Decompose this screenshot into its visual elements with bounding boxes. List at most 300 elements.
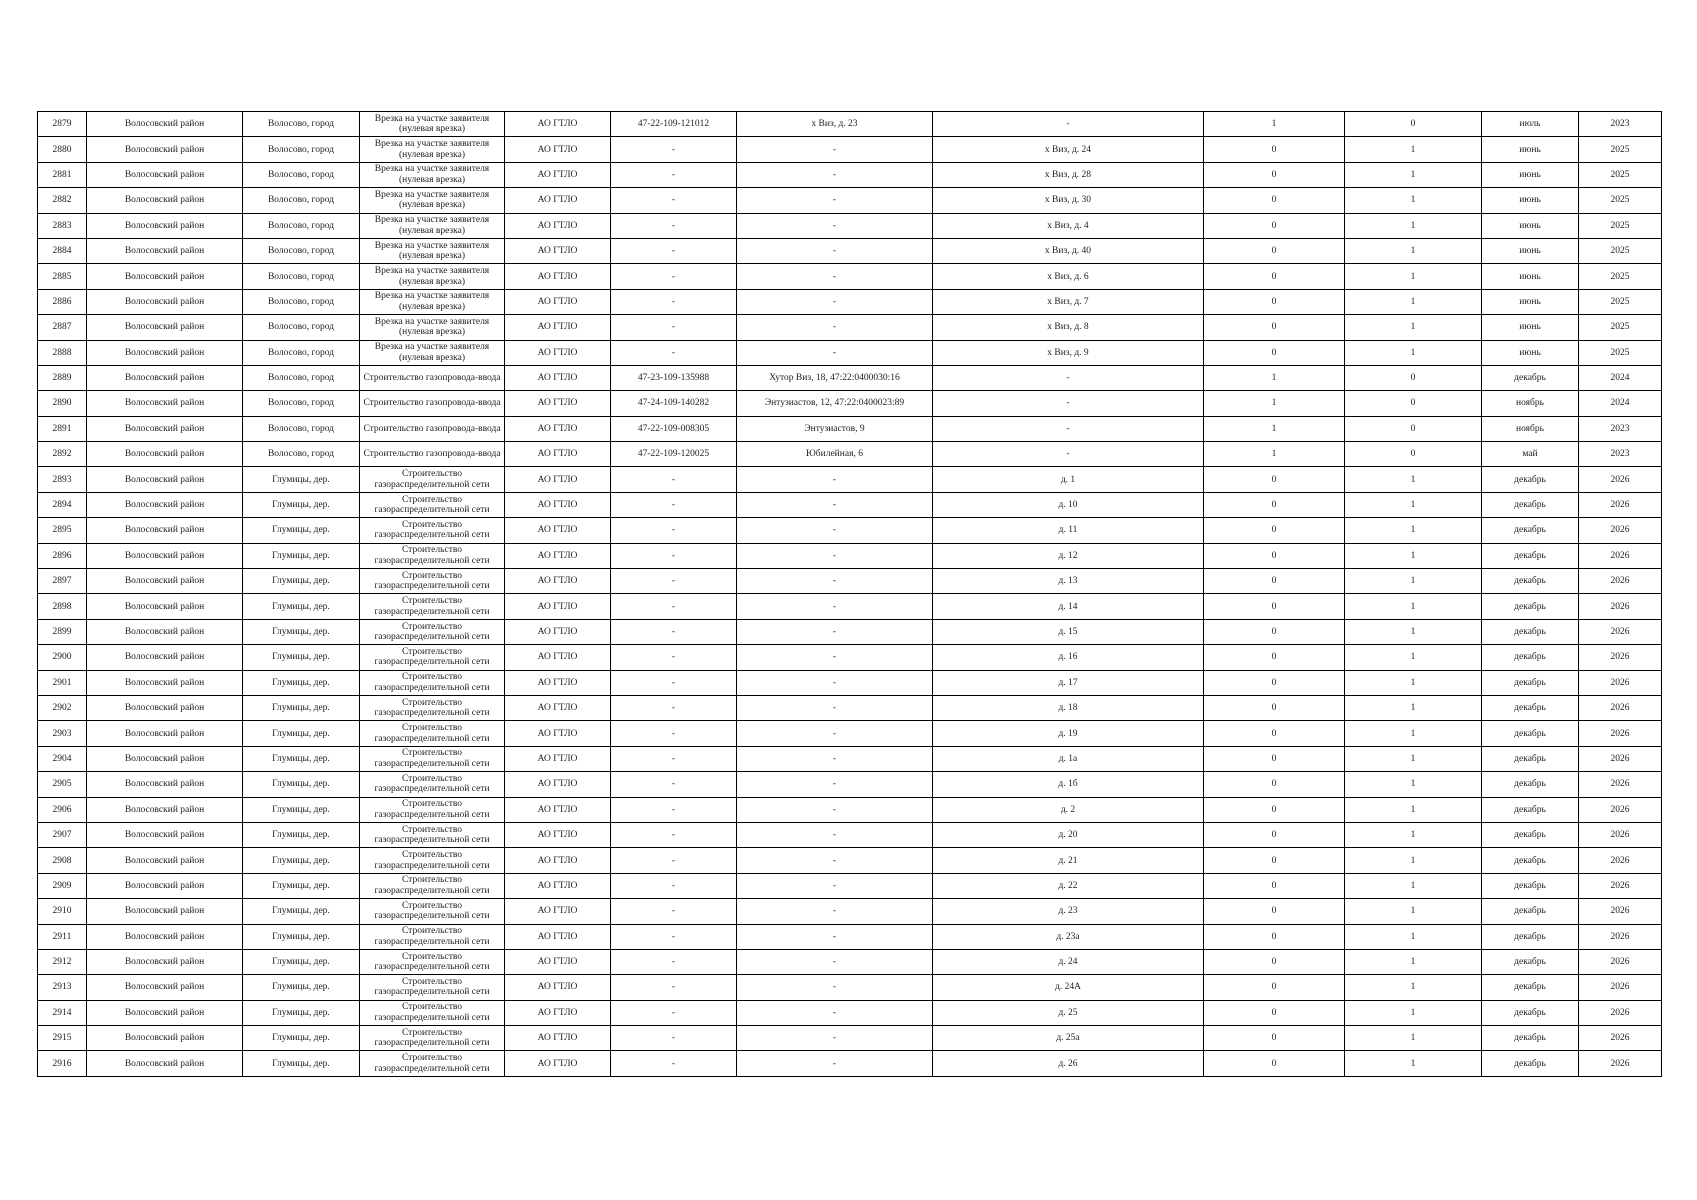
cell-address-object: д. 15 — [933, 619, 1204, 644]
cell-application-code: 47-22-109-121012 — [611, 112, 737, 137]
cell-district: Волосовский район — [87, 442, 243, 467]
cell-number: 2896 — [38, 543, 87, 568]
cell-month: декабрь — [1482, 949, 1579, 974]
cell-year: 2026 — [1579, 569, 1662, 594]
cell-count-planned: 1 — [1345, 264, 1482, 289]
cell-organization: АО ГТЛО — [505, 645, 611, 670]
cell-number: 2898 — [38, 594, 87, 619]
cell-count-contracted: 0 — [1204, 772, 1345, 797]
cell-work-type: Врезка на участке заявителя (нулевая врезка) — [360, 137, 505, 162]
table-row — [38, 746, 1662, 771]
table-body — [38, 112, 1662, 1077]
cell-address-contract: - — [737, 721, 933, 746]
table-row — [38, 340, 1662, 365]
cell-address-object: х Виз, д. 24 — [933, 137, 1204, 162]
cell-application-code: - — [611, 772, 737, 797]
cell-organization: АО ГТЛО — [505, 112, 611, 137]
table-row — [38, 822, 1662, 847]
cell-number: 2909 — [38, 873, 87, 898]
cell-number: 2905 — [38, 772, 87, 797]
cell-address-object: д. 25 — [933, 1000, 1204, 1025]
cell-year: 2026 — [1579, 949, 1662, 974]
cell-address-contract: - — [737, 924, 933, 949]
cell-organization: АО ГТЛО — [505, 797, 611, 822]
cell-number: 2903 — [38, 721, 87, 746]
cell-organization: АО ГТЛО — [505, 619, 611, 644]
cell-application-code: - — [611, 340, 737, 365]
cell-address-object: д. 14 — [933, 594, 1204, 619]
cell-locality: Волосово, город — [243, 213, 360, 238]
cell-count-contracted: 0 — [1204, 315, 1345, 340]
cell-address-object: х Виз, д. 7 — [933, 289, 1204, 314]
cell-locality: Глумицы, дер. — [243, 772, 360, 797]
cell-year: 2023 — [1579, 112, 1662, 137]
cell-address-object: д. 24 — [933, 949, 1204, 974]
cell-count-contracted: 0 — [1204, 1000, 1345, 1025]
cell-number: 2894 — [38, 492, 87, 517]
cell-work-type: Врезка на участке заявителя (нулевая врезка) — [360, 213, 505, 238]
cell-count-planned: 1 — [1345, 213, 1482, 238]
cell-work-type: Строительство газораспределительной сети — [360, 1026, 505, 1051]
cell-month: декабрь — [1482, 899, 1579, 924]
cell-count-contracted: 0 — [1204, 949, 1345, 974]
cell-count-planned: 1 — [1345, 645, 1482, 670]
cell-work-type: Строительство газораспределительной сети — [360, 721, 505, 746]
cell-year: 2025 — [1579, 340, 1662, 365]
cell-locality: Глумицы, дер. — [243, 949, 360, 974]
cell-count-planned: 1 — [1345, 594, 1482, 619]
cell-organization: АО ГТЛО — [505, 1051, 611, 1076]
cell-district: Волосовский район — [87, 492, 243, 517]
cell-organization: АО ГТЛО — [505, 822, 611, 847]
cell-locality: Волосово, город — [243, 442, 360, 467]
cell-year: 2026 — [1579, 1051, 1662, 1076]
cell-application-code: - — [611, 1000, 737, 1025]
cell-month: декабрь — [1482, 822, 1579, 847]
cell-count-contracted: 0 — [1204, 822, 1345, 847]
table-row — [38, 213, 1662, 238]
cell-number: 2887 — [38, 315, 87, 340]
table-row — [38, 619, 1662, 644]
cell-count-planned: 1 — [1345, 340, 1482, 365]
cell-number: 2884 — [38, 238, 87, 263]
cell-application-code: - — [611, 695, 737, 720]
cell-address-object: - — [933, 112, 1204, 137]
cell-district: Волосовский район — [87, 848, 243, 873]
cell-count-contracted: 1 — [1204, 391, 1345, 416]
cell-month: декабрь — [1482, 797, 1579, 822]
cell-address-contract: - — [737, 848, 933, 873]
cell-organization: АО ГТЛО — [505, 975, 611, 1000]
cell-number: 2881 — [38, 162, 87, 187]
cell-month: декабрь — [1482, 1000, 1579, 1025]
cell-count-contracted: 0 — [1204, 1026, 1345, 1051]
cell-number: 2879 — [38, 112, 87, 137]
cell-locality: Глумицы, дер. — [243, 848, 360, 873]
cell-count-contracted: 0 — [1204, 264, 1345, 289]
gasification-table — [37, 111, 1662, 1077]
cell-address-object: - — [933, 416, 1204, 441]
cell-district: Волосовский район — [87, 162, 243, 187]
cell-district: Волосовский район — [87, 1026, 243, 1051]
table-row — [38, 949, 1662, 974]
cell-organization: АО ГТЛО — [505, 670, 611, 695]
cell-address-contract: Энтузиастов, 9 — [737, 416, 933, 441]
cell-address-object: д. 24А — [933, 975, 1204, 1000]
cell-count-contracted: 0 — [1204, 975, 1345, 1000]
cell-count-contracted: 0 — [1204, 238, 1345, 263]
cell-year: 2024 — [1579, 365, 1662, 390]
cell-address-object: д. 20 — [933, 822, 1204, 847]
cell-district: Волосовский район — [87, 1000, 243, 1025]
cell-locality: Волосово, город — [243, 137, 360, 162]
cell-count-planned: 1 — [1345, 949, 1482, 974]
table-row — [38, 112, 1662, 137]
cell-application-code: - — [611, 848, 737, 873]
cell-count-planned: 1 — [1345, 848, 1482, 873]
cell-application-code: - — [611, 670, 737, 695]
cell-organization: АО ГТЛО — [505, 848, 611, 873]
cell-application-code: - — [611, 162, 737, 187]
cell-count-planned: 1 — [1345, 188, 1482, 213]
cell-month: декабрь — [1482, 848, 1579, 873]
table-row — [38, 238, 1662, 263]
cell-district: Волосовский район — [87, 797, 243, 822]
cell-locality: Глумицы, дер. — [243, 822, 360, 847]
cell-application-code: - — [611, 467, 737, 492]
cell-work-type: Строительство газораспределительной сети — [360, 848, 505, 873]
cell-address-contract: - — [737, 213, 933, 238]
cell-address-contract: - — [737, 467, 933, 492]
cell-count-planned: 0 — [1345, 442, 1482, 467]
cell-year: 2026 — [1579, 924, 1662, 949]
cell-work-type: Строительство газораспределительной сети — [360, 670, 505, 695]
cell-district: Волосовский район — [87, 518, 243, 543]
cell-organization: АО ГТЛО — [505, 873, 611, 898]
cell-work-type: Строительство газораспределительной сети — [360, 1051, 505, 1076]
cell-count-planned: 0 — [1345, 416, 1482, 441]
cell-organization: АО ГТЛО — [505, 899, 611, 924]
cell-number: 2883 — [38, 213, 87, 238]
cell-number: 2906 — [38, 797, 87, 822]
cell-count-contracted: 0 — [1204, 645, 1345, 670]
cell-work-type: Строительство газораспределительной сети — [360, 949, 505, 974]
cell-count-contracted: 0 — [1204, 467, 1345, 492]
cell-year: 2026 — [1579, 1026, 1662, 1051]
cell-month: июнь — [1482, 162, 1579, 187]
cell-number: 2891 — [38, 416, 87, 441]
cell-locality: Глумицы, дер. — [243, 1026, 360, 1051]
cell-count-contracted: 0 — [1204, 594, 1345, 619]
cell-work-type: Строительство газораспределительной сети — [360, 467, 505, 492]
cell-number: 2890 — [38, 391, 87, 416]
cell-year: 2026 — [1579, 670, 1662, 695]
cell-work-type: Строительство газопровода-ввода — [360, 442, 505, 467]
cell-number: 2895 — [38, 518, 87, 543]
cell-work-type: Строительство газопровода-ввода — [360, 391, 505, 416]
cell-month: июнь — [1482, 238, 1579, 263]
cell-organization: АО ГТЛО — [505, 924, 611, 949]
cell-count-contracted: 1 — [1204, 416, 1345, 441]
cell-organization: АО ГТЛО — [505, 1026, 611, 1051]
cell-work-type: Строительство газораспределительной сети — [360, 975, 505, 1000]
cell-organization: АО ГТЛО — [505, 569, 611, 594]
cell-count-planned: 0 — [1345, 112, 1482, 137]
cell-organization: АО ГТЛО — [505, 188, 611, 213]
cell-district: Волосовский район — [87, 340, 243, 365]
table-row — [38, 365, 1662, 390]
cell-application-code: - — [611, 1026, 737, 1051]
cell-organization: АО ГТЛО — [505, 1000, 611, 1025]
cell-locality: Глумицы, дер. — [243, 594, 360, 619]
cell-count-planned: 1 — [1345, 569, 1482, 594]
cell-application-code: - — [611, 518, 737, 543]
cell-count-contracted: 0 — [1204, 899, 1345, 924]
cell-address-contract: - — [737, 645, 933, 670]
cell-work-type: Врезка на участке заявителя (нулевая врезка) — [360, 238, 505, 263]
cell-count-planned: 0 — [1345, 391, 1482, 416]
cell-application-code: - — [611, 1051, 737, 1076]
cell-locality: Волосово, город — [243, 315, 360, 340]
cell-address-object: х Виз, д. 6 — [933, 264, 1204, 289]
cell-work-type: Строительство газораспределительной сети — [360, 873, 505, 898]
cell-number: 2910 — [38, 899, 87, 924]
cell-count-planned: 1 — [1345, 1026, 1482, 1051]
cell-locality: Глумицы, дер. — [243, 645, 360, 670]
cell-locality: Глумицы, дер. — [243, 695, 360, 720]
cell-address-contract: - — [737, 619, 933, 644]
cell-count-planned: 1 — [1345, 1051, 1482, 1076]
cell-district: Волосовский район — [87, 238, 243, 263]
cell-year: 2026 — [1579, 721, 1662, 746]
cell-month: декабрь — [1482, 569, 1579, 594]
cell-address-object: д. 18 — [933, 695, 1204, 720]
cell-address-contract: - — [737, 1026, 933, 1051]
cell-address-object: д. 21 — [933, 848, 1204, 873]
cell-month: июнь — [1482, 289, 1579, 314]
cell-organization: АО ГТЛО — [505, 264, 611, 289]
cell-month: декабрь — [1482, 492, 1579, 517]
cell-work-type: Врезка на участке заявителя (нулевая врезка) — [360, 315, 505, 340]
cell-district: Волосовский район — [87, 391, 243, 416]
cell-year: 2025 — [1579, 137, 1662, 162]
cell-application-code: 47-24-109-140282 — [611, 391, 737, 416]
cell-address-contract: - — [737, 518, 933, 543]
cell-address-object: д. 23 — [933, 899, 1204, 924]
cell-address-contract: Энтузиастов, 12, 47:22:0400023:89 — [737, 391, 933, 416]
cell-address-object: д. 10 — [933, 492, 1204, 517]
cell-month: декабрь — [1482, 1051, 1579, 1076]
cell-count-contracted: 1 — [1204, 365, 1345, 390]
cell-count-contracted: 0 — [1204, 213, 1345, 238]
cell-locality: Глумицы, дер. — [243, 797, 360, 822]
table-row — [38, 873, 1662, 898]
cell-year: 2026 — [1579, 1000, 1662, 1025]
table-row — [38, 569, 1662, 594]
cell-organization: АО ГТЛО — [505, 721, 611, 746]
cell-application-code: - — [611, 899, 737, 924]
cell-year: 2023 — [1579, 416, 1662, 441]
cell-district: Волосовский район — [87, 822, 243, 847]
cell-locality: Волосово, город — [243, 289, 360, 314]
table-row — [38, 670, 1662, 695]
cell-district: Волосовский район — [87, 569, 243, 594]
cell-count-planned: 1 — [1345, 137, 1482, 162]
cell-address-contract: - — [737, 772, 933, 797]
cell-application-code: - — [611, 543, 737, 568]
cell-address-contract: - — [737, 975, 933, 1000]
cell-work-type: Строительство газопровода-ввода — [360, 365, 505, 390]
table-row — [38, 188, 1662, 213]
cell-month: декабрь — [1482, 619, 1579, 644]
cell-year: 2025 — [1579, 188, 1662, 213]
cell-district: Волосовский район — [87, 619, 243, 644]
cell-district: Волосовский район — [87, 645, 243, 670]
cell-locality: Волосово, город — [243, 112, 360, 137]
cell-count-contracted: 0 — [1204, 1051, 1345, 1076]
cell-number: 2897 — [38, 569, 87, 594]
cell-count-contracted: 0 — [1204, 492, 1345, 517]
cell-district: Волосовский район — [87, 670, 243, 695]
cell-application-code: 47-23-109-135988 — [611, 365, 737, 390]
cell-count-planned: 1 — [1345, 619, 1482, 644]
cell-number: 2882 — [38, 188, 87, 213]
cell-application-code: - — [611, 289, 737, 314]
cell-district: Волосовский район — [87, 746, 243, 771]
cell-month: июнь — [1482, 264, 1579, 289]
cell-locality: Волосово, город — [243, 365, 360, 390]
cell-organization: АО ГТЛО — [505, 315, 611, 340]
cell-organization: АО ГТЛО — [505, 238, 611, 263]
cell-address-object: д. 22 — [933, 873, 1204, 898]
cell-month: июнь — [1482, 340, 1579, 365]
cell-district: Волосовский район — [87, 188, 243, 213]
cell-address-object: х Виз, д. 40 — [933, 238, 1204, 263]
cell-application-code: - — [611, 873, 737, 898]
cell-count-planned: 0 — [1345, 365, 1482, 390]
cell-work-type: Строительство газораспределительной сети — [360, 619, 505, 644]
cell-month: июнь — [1482, 315, 1579, 340]
cell-count-planned: 1 — [1345, 289, 1482, 314]
cell-application-code: - — [611, 822, 737, 847]
table-row — [38, 442, 1662, 467]
cell-application-code: 47-22-109-120025 — [611, 442, 737, 467]
cell-address-object: д. 1б — [933, 772, 1204, 797]
cell-organization: АО ГТЛО — [505, 772, 611, 797]
cell-district: Волосовский район — [87, 416, 243, 441]
cell-address-object: д. 23а — [933, 924, 1204, 949]
cell-number: 2893 — [38, 467, 87, 492]
cell-application-code: - — [611, 949, 737, 974]
cell-district: Волосовский район — [87, 289, 243, 314]
cell-locality: Волосово, город — [243, 162, 360, 187]
cell-locality: Волосово, город — [243, 188, 360, 213]
cell-application-code: - — [611, 137, 737, 162]
cell-count-planned: 1 — [1345, 873, 1482, 898]
cell-address-object: х Виз, д. 30 — [933, 188, 1204, 213]
cell-locality: Глумицы, дер. — [243, 1051, 360, 1076]
cell-organization: АО ГТЛО — [505, 518, 611, 543]
cell-address-contract: - — [737, 594, 933, 619]
cell-number: 2901 — [38, 670, 87, 695]
cell-organization: АО ГТЛО — [505, 467, 611, 492]
cell-address-contract: - — [737, 695, 933, 720]
cell-count-planned: 1 — [1345, 518, 1482, 543]
cell-work-type: Строительство газораспределительной сети — [360, 518, 505, 543]
cell-work-type: Врезка на участке заявителя (нулевая врезка) — [360, 340, 505, 365]
table-row — [38, 467, 1662, 492]
table-row — [38, 315, 1662, 340]
cell-number: 2904 — [38, 746, 87, 771]
cell-locality: Глумицы, дер. — [243, 746, 360, 771]
cell-work-type: Строительство газопровода-ввода — [360, 416, 505, 441]
cell-address-object: х Виз, д. 28 — [933, 162, 1204, 187]
cell-count-planned: 1 — [1345, 670, 1482, 695]
cell-address-contract: - — [737, 315, 933, 340]
cell-count-planned: 1 — [1345, 315, 1482, 340]
cell-month: декабрь — [1482, 543, 1579, 568]
cell-year: 2026 — [1579, 645, 1662, 670]
cell-application-code: - — [611, 721, 737, 746]
cell-work-type: Строительство газораспределительной сети — [360, 772, 505, 797]
cell-count-contracted: 0 — [1204, 518, 1345, 543]
cell-year: 2026 — [1579, 746, 1662, 771]
cell-count-contracted: 0 — [1204, 695, 1345, 720]
table-row — [38, 594, 1662, 619]
cell-application-code: - — [611, 924, 737, 949]
table-row — [38, 772, 1662, 797]
cell-locality: Глумицы, дер. — [243, 873, 360, 898]
cell-district: Волосовский район — [87, 365, 243, 390]
cell-organization: АО ГТЛО — [505, 416, 611, 441]
cell-count-planned: 1 — [1345, 975, 1482, 1000]
cell-month: июнь — [1482, 188, 1579, 213]
cell-district: Волосовский район — [87, 467, 243, 492]
cell-address-contract: - — [737, 289, 933, 314]
cell-work-type: Строительство газораспределительной сети — [360, 1000, 505, 1025]
table-row — [38, 721, 1662, 746]
cell-application-code: - — [611, 264, 737, 289]
cell-number: 2889 — [38, 365, 87, 390]
cell-locality: Волосово, город — [243, 238, 360, 263]
cell-address-contract: - — [737, 899, 933, 924]
cell-address-object: - — [933, 391, 1204, 416]
cell-year: 2025 — [1579, 238, 1662, 263]
cell-application-code: - — [611, 188, 737, 213]
cell-year: 2026 — [1579, 848, 1662, 873]
cell-number: 2916 — [38, 1051, 87, 1076]
table-row — [38, 1051, 1662, 1076]
cell-count-contracted: 0 — [1204, 289, 1345, 314]
cell-address-object: - — [933, 365, 1204, 390]
table-row — [38, 975, 1662, 1000]
cell-count-planned: 1 — [1345, 543, 1482, 568]
cell-number: 2907 — [38, 822, 87, 847]
cell-address-object: д. 16 — [933, 645, 1204, 670]
table-row — [38, 1000, 1662, 1025]
cell-count-contracted: 0 — [1204, 797, 1345, 822]
cell-year: 2026 — [1579, 619, 1662, 644]
cell-district: Волосовский район — [87, 873, 243, 898]
cell-month: декабрь — [1482, 670, 1579, 695]
cell-month: декабрь — [1482, 695, 1579, 720]
cell-month: декабрь — [1482, 873, 1579, 898]
table-row — [38, 924, 1662, 949]
table-row — [38, 848, 1662, 873]
cell-count-planned: 1 — [1345, 467, 1482, 492]
table-row — [38, 264, 1662, 289]
table-row — [38, 416, 1662, 441]
